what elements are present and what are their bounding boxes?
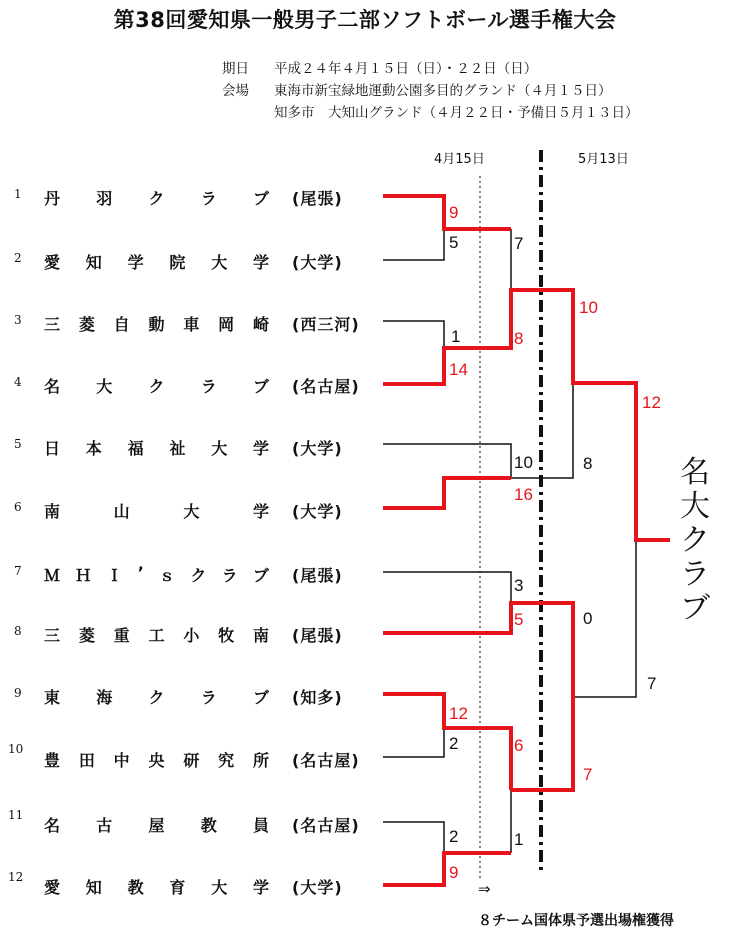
score: 5: [514, 610, 524, 629]
team-number: 6: [14, 500, 22, 514]
team-region: (大学): [292, 502, 343, 521]
team-name: 三 菱 自 動 車 岡 崎: [44, 315, 269, 334]
score: 8: [514, 329, 524, 348]
score: 12: [642, 393, 661, 412]
team-region: (大学): [292, 878, 343, 897]
score: 2: [449, 827, 459, 846]
team-region: (大学): [292, 439, 343, 458]
qualification-note: ８チーム国体県予選出場権獲得: [478, 913, 674, 929]
team-region: (名古屋): [292, 816, 360, 835]
team-region: (尾張): [292, 189, 343, 208]
score: 1: [451, 327, 461, 346]
team-region: (西三河): [292, 315, 360, 334]
bracket-red-lines: [383, 196, 670, 885]
score: 7: [514, 234, 524, 253]
team-number: 7: [14, 564, 22, 578]
score: 9: [449, 863, 459, 882]
team-number: 8: [14, 624, 22, 638]
team-name: 日 本 福 祉 大 学: [44, 439, 269, 458]
period-value: 平成２４年４月１５日（日）・２２日（日）: [274, 61, 538, 77]
team-name: 名 古 屋 教 員: [44, 816, 269, 835]
team-number: 10: [8, 742, 24, 756]
score: 16: [514, 485, 533, 504]
venue-line-1: 東海市新宝緑地運動公園多目的グランド（４月１５日）: [274, 83, 612, 99]
team-name: Ｍ Ｈ Ｉ ’ ｓ ク ラ ブ: [44, 563, 269, 585]
period-label: 期日: [222, 61, 249, 77]
team-region: (名古屋): [292, 377, 360, 396]
score: 10: [579, 298, 598, 317]
team-region: (知多): [292, 688, 343, 707]
score: 5: [449, 233, 459, 252]
team-name: 東 海 ク ラ ブ: [44, 688, 269, 707]
team-region: (大学): [292, 253, 343, 272]
team-number: 11: [8, 808, 24, 822]
score: 7: [647, 674, 657, 693]
score: 6: [514, 736, 524, 755]
team-name: 愛 知 教 育 大 学: [44, 878, 269, 897]
team-name: 豊 田 中 央 研 究 所: [44, 751, 269, 770]
team-number: 4: [14, 375, 22, 389]
team-name: 南 山 大 学: [44, 502, 269, 521]
team-region: (尾張): [292, 626, 343, 645]
score: 8: [583, 454, 593, 473]
champion-name: 名 大 ク ラ ブ: [680, 455, 710, 626]
venue-line-2: 知多市 大知山グランド（４月２２日・予備日５月１３日）: [274, 105, 639, 121]
arrow-icon: ⇒: [478, 880, 491, 898]
team-number: 3: [14, 313, 22, 327]
team-region: (尾張): [292, 566, 343, 585]
score: 1: [514, 830, 524, 849]
team-number: 9: [14, 686, 22, 700]
final-date: 5月13日: [578, 152, 629, 167]
team-number: 5: [14, 437, 22, 451]
team-name: 丹 羽 ク ラ ブ: [44, 189, 269, 208]
score: 10: [514, 453, 533, 472]
team-number: 2: [14, 251, 22, 265]
team-region: (名古屋): [292, 751, 360, 770]
score: 12: [449, 704, 468, 723]
team-name: 名 大 ク ラ ブ: [44, 377, 269, 396]
score: 2: [449, 734, 459, 753]
team-number: 12: [8, 870, 24, 884]
team-name: 三 菱 重 工 小 牧 南: [44, 626, 269, 645]
score: 14: [449, 360, 468, 379]
score: 9: [449, 203, 459, 222]
venue-label: 会場: [222, 83, 249, 99]
page-title: 第38回愛知県一般男子二部ソフトボール選手権大会: [113, 8, 617, 32]
team-number: 1: [14, 187, 22, 201]
round1-date: 4月15日: [434, 152, 485, 167]
score: 0: [583, 609, 593, 628]
score: 3: [514, 576, 524, 595]
team-name: 愛 知 学 院 大 学: [44, 253, 269, 272]
score: 7: [583, 765, 593, 784]
